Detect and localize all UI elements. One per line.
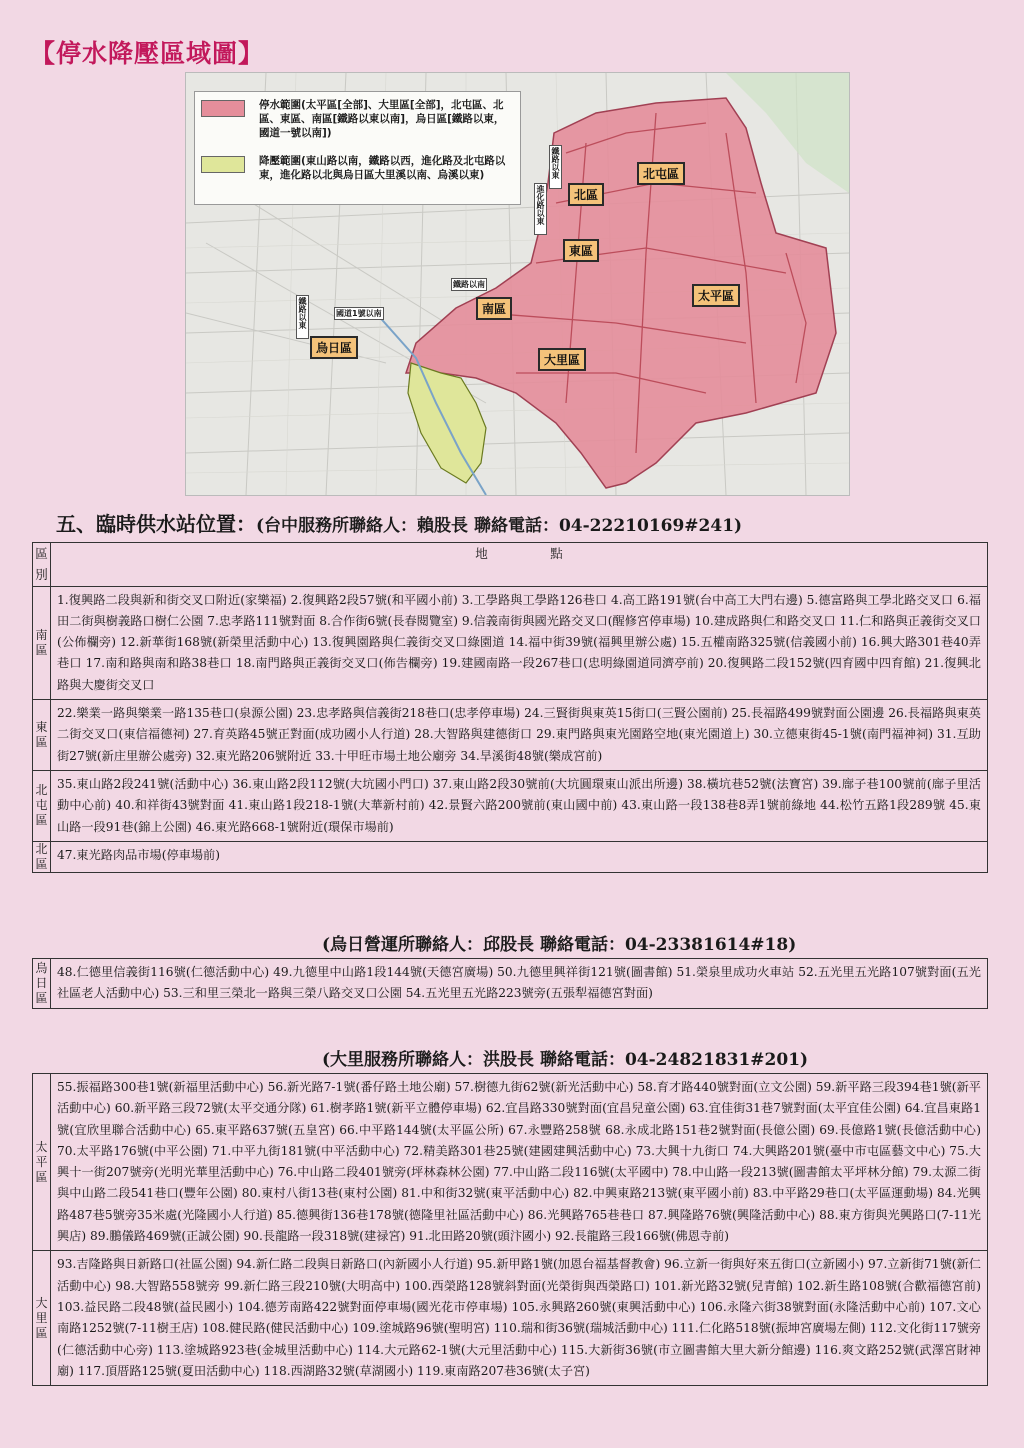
table-row bbox=[33, 1074, 988, 1251]
region-label: 烏日區 bbox=[35, 960, 48, 1005]
region-cell bbox=[33, 1251, 51, 1386]
table-header-row bbox=[33, 543, 988, 587]
page-title: 【停水降壓區域圖】 bbox=[30, 39, 265, 68]
table-row bbox=[33, 700, 988, 771]
district-label-taiping: 太平區 bbox=[692, 284, 740, 307]
location-cell: 55.振福路300巷1號(新福里活動中心) 56.新光路7-1號(番仔路土地公廟) 57.樹德九街62號(新光活動中心) 58.育才路440號對面(立文公園) 59.新平路三段394巷1號(新平活動中心) 60.新平路三段72號(太平交通分隊) 61.樹孝路1號(新平立體停車場) 62.宜昌路330號對面(宜昌兒童公園) 63.宜佳街31巷7號對面(太平宜佳公園) 64.宜昌東路1號(宜欣里聯合活動中心) 65.東平路637號(五皇宮) 66.中平路144號(太平區公所) 67.永豐路258號 68.永成北路151巷2號對面(長億公園) 69.長億路1號(長億活動中心) 70.太平路176號(中平公園) 71.中平九街181號(中平活動中心) 72.精美路301巷25號(建國建興活動中心) 73.大興十九街口 74.大興路201號(臺中市屯區藝文中心) 75.大興十一街207號旁(光明光華里活動中心) 76.中山路二段401號旁(坪林森林公園) 77.中山路二段116號(太平國中) 78.中山路一段213號(圖書館太平坪林分館) 79.太源二街與中山路二段541巷口(豐年公園) 80.東村八街13巷(東村公園) 81.中和街32號(東平活動中心) 82.中興東路213號(東平國小前) 83.中平路29巷口(太平區運動場) 84.光興路487巷5號旁35米處(光隆國小人行道) 85.德興街136巷178號(德隆里社區活動中心) 86.光興路765巷巷口 87.興隆路76號(興隆活動中心) 88.東方街與光興路口(7-11光興店) 89.鵬儀路469號(正誠公園) 90.長龍路一段318號(建禄宮) 91.北田路20號(頭汴國小) 92.長龍路三段166號(佛恩寺前) bbox=[51, 1074, 988, 1251]
subheading-dali-contact: (大里服務所聯絡人：洪股長 聯絡電話：04-24821831#201) bbox=[322, 1050, 809, 1070]
district-label-north: 北區 bbox=[568, 183, 604, 206]
region-label: 北屯區 bbox=[35, 783, 48, 828]
region-cell bbox=[33, 586, 51, 699]
region-cell bbox=[33, 770, 51, 841]
location-cell: 22.樂業一路與樂業一路135巷口(泉源公園) 23.忠孝路與信義街218巷口(忠孝停車場) 24.三賢街與東英15街口(三賢公園前) 25.長福路499號對面公園邊 26.長福路與東英二街交叉口(東信福德祠) 27.育英路45號正對面(成功國小人行道) 28.大智路與建德街口 29.東門路與東光園路空地(東光園道上) 30.立德東街45-1號(南門福神祠) 31.互助街27號(新庄里辦公處旁) 32.東光路206號附近 33.十甲旺市場土地公廟旁 34.旱溪街48號(樂成宮前) bbox=[51, 700, 988, 771]
district-label-dali: 大里區 bbox=[538, 348, 586, 371]
district-label-south: 南區 bbox=[476, 297, 512, 320]
region-label: 大里區 bbox=[35, 1295, 48, 1340]
legend-swatch-outage bbox=[201, 100, 245, 117]
district-label-east: 東區 bbox=[563, 239, 599, 262]
location-cell: 47.東光路肉品市場(停車場前) bbox=[51, 841, 988, 872]
header-region: 區別 bbox=[33, 543, 51, 587]
table-row bbox=[33, 770, 988, 841]
table-row bbox=[33, 1251, 988, 1386]
location-cell: 35.東山路2段241號(活動中心) 36.東山路2段112號(大坑國小門口) 37.東山路2段30號前(大坑圓環東山派出所邊) 38.橫坑巷52號(法寶宮) 39.廍子巷100號前(廍子里活動中心前) 40.和祥街43號對面 41.東山路1段218-1號(大華新村前) 42.景賢六路200號前(東山國中前) 43.東山路一段138巷8弄1號前綠地 44.松竹五路1段289號 45.東山路一段91巷(錦上公園) 46.東光路668-1號附近(環保市場前) bbox=[51, 770, 988, 841]
road-label-rail-south: 鐵路以南 bbox=[453, 280, 485, 289]
road-label-hwy-south: 國道1號以南 bbox=[336, 309, 382, 318]
location-cell: 1.復興路二段與新和街交叉口附近(家樂福) 2.復興路2段57號(和平國小前) 3.工學路與工學路126巷口 4.高工路191號(台中高工大門右邊) 5.德富路與工學北路交叉口 6.福田二街與樹義路口樹仁公園 7.忠孝路111號對面 8.合作街6號(長春閱覽室) 9.信義南街與國光路交叉口(醒修宮停車場) 10.建成路與仁和路交叉口 11.仁和路與正義街交叉口(公佈欄旁) 12.新華街168號(新榮里活動中心) 13.復興園路與仁義街交叉口綠園道 14.福中街39號(福興里辦公處) 15.五權南路325號(信義國小前) 16.興大路301巷40弄巷口 17.南和路與南和路38巷口 18.南門路與正義街交叉口(佈告欄旁) 19.建國南路一段267巷口(忠明綠園道同濟亭前) 20.復興路二段152號(四育國中四育館) 21.復興北路與大慶街交叉口 bbox=[51, 586, 988, 699]
station-table-wuri bbox=[32, 958, 988, 1009]
legend-text-outage: 停水範圍(太平區[全部]、大里區[全部]，北屯區、北區、東區、南區[鐵路以東以南]，烏日區[鐵路以東，國道一號以南]) bbox=[259, 99, 505, 139]
table-row bbox=[33, 586, 988, 699]
road-label-rail-east: 鐵路以東 bbox=[549, 145, 562, 189]
district-label-beitun: 北屯區 bbox=[637, 162, 685, 185]
district-label-wuri: 烏日區 bbox=[310, 336, 358, 359]
region-label: 南區 bbox=[35, 627, 48, 657]
location-cell: 93.吉隆路與日新路口(社區公園) 94.新仁路二段與日新路口(內新國小人行道) 95.新甲路1號(加恩台福基督教會) 96.立新一街與好來五街口(立新國小) 97.立新街71號(新仁活動中心) 98.大智路558號旁 99.新仁路三段210號(大明高中) 100.西榮路128號斜對面(光榮街與西榮路口) 101.新光路32號(兒青館) 102.新生路108號(合歡福德宮前) 103.益民路二段48號(益民國小) 104.德芳南路422號對面停車場(國光花市停車場) 105.永興路260號(東興活動中心) 106.永隆六街38號對面(永隆活動中心前) 107.文心南路1252號(7-11樹王店) 108.健民路(健民活動中心) 109.塗城路96號(聖明宮) 110.瑞和街36號(瑞城活動中心) 111.仁化路518號(振坤宮廣場左側) 112.文化街117號旁(仁德活動中心旁) 113.塗城路923巷(金城里活動中心) 114.大元路62-1號(大元里活動中心) 115.大新街36號(市立圖書館大里大新分館邊) 116.爽文路252號(武澤宮財神廟) 117.頂厝路125號(夏田活動中心) 118.西湖路32號(草湖國小) 119.東南路207巷36號(太子宮) bbox=[51, 1251, 988, 1386]
section-heading bbox=[56, 508, 742, 537]
legend-text-pressure: 降壓範圍(東山路以南，鐵路以西，進化路及北屯路以東，進化路以北與烏日區大里溪以南、烏溪以東) bbox=[259, 155, 506, 181]
station-table-dali bbox=[32, 1073, 988, 1386]
road-label-rail-east-2: 鐵路以東 bbox=[296, 295, 309, 339]
header-location: 地 點 bbox=[51, 543, 988, 587]
table-row bbox=[33, 959, 988, 1009]
region-cell bbox=[33, 1074, 51, 1251]
location-cell: 48.仁德里信義街116號(仁德活動中心) 49.九德里中山路1段144號(天德宮廣場) 50.九德里興祥街121號(圖書館) 51.榮泉里成功火車站 52.五光里五光路107號對面(五光社區老人活動中心) 53.三和里三榮北一路與三榮八路交叉口公園 54.五光里五光路223號旁(五張犁福德宮對面) bbox=[51, 959, 988, 1009]
road-label-jinhua-east: 進化路以東 bbox=[534, 183, 547, 235]
table-row bbox=[33, 841, 988, 872]
legend-swatch-pressure bbox=[201, 156, 245, 173]
region-label: 太平區 bbox=[35, 1139, 48, 1184]
map-legend bbox=[194, 91, 521, 205]
region-cell bbox=[33, 959, 51, 1009]
subheading-wuri-contact: (烏日營運所聯絡人：邱股長 聯絡電話：04-23381614#18) bbox=[322, 935, 797, 955]
region-label: 北區 bbox=[35, 841, 48, 871]
region-cell bbox=[33, 700, 51, 771]
section-contact: (台中服務所聯絡人：賴股長 聯絡電話：04-22210169#241) bbox=[256, 516, 743, 536]
region-cell bbox=[33, 841, 51, 872]
section-title: 五、臨時供水站位置： bbox=[56, 512, 256, 536]
outage-area-map bbox=[185, 72, 850, 496]
region-label: 東區 bbox=[35, 720, 48, 750]
station-table-taichung bbox=[32, 542, 988, 873]
